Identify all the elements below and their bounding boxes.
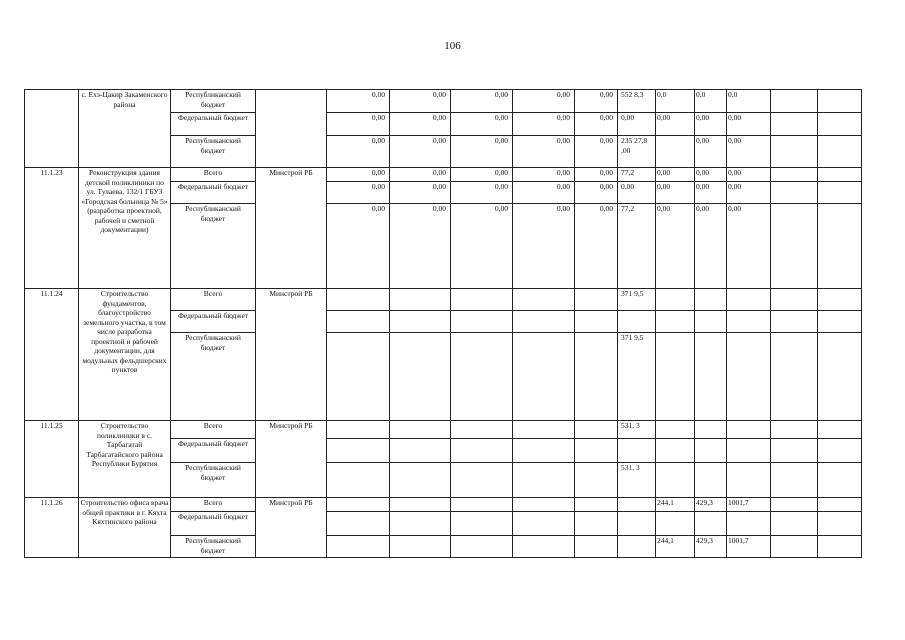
year-value-cell xyxy=(451,289,513,311)
year-value-cell xyxy=(513,536,575,558)
year-value-cell xyxy=(390,498,451,512)
executor-cell: Минстрой РБ xyxy=(256,421,327,498)
year-value-cell xyxy=(656,439,695,463)
funding-source-cell: Всего xyxy=(171,421,256,439)
year-value-cell xyxy=(618,311,656,333)
year-value-cell xyxy=(327,512,390,536)
year-value-cell xyxy=(818,182,862,204)
year-value-cell: 0,00 xyxy=(575,136,618,168)
year-value-cell xyxy=(771,498,818,512)
year-value-cell xyxy=(451,311,513,333)
year-value-cell: 429,3 xyxy=(695,498,727,512)
year-value-cell xyxy=(451,498,513,512)
table-row xyxy=(25,168,862,182)
year-value-cell: 0,00 xyxy=(727,136,771,168)
year-value-cell: 0,00 xyxy=(656,113,695,136)
year-value-cell: 0,00 xyxy=(390,182,451,204)
year-value-cell xyxy=(771,136,818,168)
funding-source-cell: Республиканский бюджет xyxy=(171,136,256,168)
year-value-cell xyxy=(451,512,513,536)
year-value-cell: 0,00 xyxy=(513,168,575,182)
year-value-cell xyxy=(390,463,451,498)
year-value-cell xyxy=(818,536,862,558)
year-value-cell xyxy=(618,498,656,512)
year-value-cell xyxy=(656,311,695,333)
year-value-cell xyxy=(818,333,862,421)
year-value-cell xyxy=(771,439,818,463)
year-value-cell xyxy=(656,136,695,168)
table-row xyxy=(25,498,862,512)
measure-number-cell: 11.1.26 xyxy=(25,498,79,558)
year-value-cell: 0,00 xyxy=(618,113,656,136)
executor-cell: Минстрой РБ xyxy=(256,498,327,558)
year-value-cell xyxy=(818,289,862,311)
year-value-cell xyxy=(771,289,818,311)
year-value-cell xyxy=(656,512,695,536)
funding-source-cell: Республиканский бюджет xyxy=(171,333,256,421)
year-value-cell: 0,00 xyxy=(451,204,513,289)
year-value-cell: 0,00 xyxy=(727,113,771,136)
year-value-cell xyxy=(818,463,862,498)
year-value-cell xyxy=(327,439,390,463)
year-value-cell xyxy=(727,463,771,498)
year-value-cell: 0,00 xyxy=(513,136,575,168)
year-value-cell: 0,00 xyxy=(727,204,771,289)
table-row xyxy=(25,421,862,439)
table-row xyxy=(25,90,862,113)
year-value-cell xyxy=(695,512,727,536)
year-value-cell xyxy=(513,311,575,333)
year-value-cell xyxy=(513,512,575,536)
year-value-cell: 0,00 xyxy=(327,168,390,182)
funding-source-cell: Федеральный бюджет xyxy=(171,512,256,536)
year-value-cell xyxy=(695,289,727,311)
year-value-cell: 0,00 xyxy=(327,204,390,289)
year-value-cell xyxy=(727,333,771,421)
year-value-cell xyxy=(771,90,818,113)
measure-name-cell: Строительство офиса врача общей практики в г. Кяхта Кяхтинского района xyxy=(79,498,171,558)
funding-source-cell: Федеральный бюджет xyxy=(171,113,256,136)
year-value-cell: 0,00 xyxy=(727,168,771,182)
funding-source-cell: Республиканский бюджет xyxy=(171,90,256,113)
year-value-cell: 0,00 xyxy=(390,204,451,289)
year-value-cell: 371 9,5 xyxy=(618,289,656,311)
year-value-cell: 531, 3 xyxy=(618,463,656,498)
year-value-cell: 235 27,8 ,00 xyxy=(618,136,656,168)
year-value-cell xyxy=(818,136,862,168)
year-value-cell xyxy=(575,498,618,512)
year-value-cell xyxy=(818,204,862,289)
measure-number-cell: 11.1.23 xyxy=(25,168,79,289)
year-value-cell xyxy=(451,421,513,439)
funding-source-cell: Федеральный бюджет xyxy=(171,311,256,333)
year-value-cell: 0,00 xyxy=(695,136,727,168)
year-value-cell xyxy=(818,113,862,136)
year-value-cell xyxy=(390,536,451,558)
year-value-cell: 0,00 xyxy=(695,204,727,289)
year-value-cell xyxy=(327,333,390,421)
year-value-cell: 0,00 xyxy=(451,182,513,204)
year-value-cell xyxy=(771,168,818,182)
year-value-cell xyxy=(575,333,618,421)
year-value-cell xyxy=(327,311,390,333)
year-value-cell: 0,00 xyxy=(695,168,727,182)
year-value-cell: 0,00 xyxy=(695,113,727,136)
year-value-cell: 0,00 xyxy=(327,136,390,168)
year-value-cell xyxy=(327,421,390,439)
year-value-cell: 429,3 xyxy=(695,536,727,558)
year-value-cell xyxy=(513,498,575,512)
measure-number-cell: 11.1.24 xyxy=(25,289,79,421)
year-value-cell: 0,00 xyxy=(390,113,451,136)
funding-source-cell: Республиканский бюджет xyxy=(171,463,256,498)
year-value-cell xyxy=(727,311,771,333)
year-value-cell: 1001,7 xyxy=(727,536,771,558)
year-value-cell: 0,00 xyxy=(656,182,695,204)
year-value-cell xyxy=(818,439,862,463)
year-value-cell xyxy=(818,498,862,512)
year-value-cell: 0,00 xyxy=(618,182,656,204)
year-value-cell xyxy=(575,536,618,558)
funding-source-cell: Республиканский бюджет xyxy=(171,536,256,558)
funding-source-cell: Всего xyxy=(171,498,256,512)
year-value-cell xyxy=(695,311,727,333)
year-value-cell: 531, 3 xyxy=(618,421,656,439)
year-value-cell: 1001,7 xyxy=(727,498,771,512)
year-value-cell xyxy=(327,498,390,512)
year-value-cell xyxy=(513,333,575,421)
year-value-cell xyxy=(575,512,618,536)
funding-source-cell: Всего xyxy=(171,289,256,311)
year-value-cell xyxy=(327,536,390,558)
year-value-cell xyxy=(513,289,575,311)
year-value-cell xyxy=(656,289,695,311)
year-value-cell xyxy=(575,463,618,498)
year-value-cell xyxy=(327,289,390,311)
year-value-cell xyxy=(451,333,513,421)
year-value-cell xyxy=(727,421,771,439)
year-value-cell xyxy=(695,463,727,498)
year-value-cell: 0,00 xyxy=(513,204,575,289)
year-value-cell xyxy=(451,439,513,463)
year-value-cell xyxy=(771,333,818,421)
year-value-cell xyxy=(771,463,818,498)
funding-source-cell: Федеральный бюджет xyxy=(171,439,256,463)
year-value-cell: 0,0 xyxy=(695,90,727,113)
year-value-cell xyxy=(513,421,575,439)
year-value-cell: 77,2 xyxy=(618,168,656,182)
year-value-cell: 0,00 xyxy=(575,182,618,204)
year-value-cell: 0,00 xyxy=(451,90,513,113)
year-value-cell: 0,00 xyxy=(327,90,390,113)
year-value-cell: 0,00 xyxy=(390,90,451,113)
page-number: 106 xyxy=(444,40,461,52)
year-value-cell: 0,00 xyxy=(695,182,727,204)
year-value-cell xyxy=(771,512,818,536)
year-value-cell xyxy=(771,182,818,204)
funding-source-cell: Всего xyxy=(171,168,256,182)
year-value-cell: 0,00 xyxy=(327,113,390,136)
year-value-cell xyxy=(818,421,862,439)
year-value-cell xyxy=(451,463,513,498)
year-value-cell: 0,00 xyxy=(390,136,451,168)
year-value-cell xyxy=(513,439,575,463)
year-value-cell: 0,00 xyxy=(327,182,390,204)
year-value-cell xyxy=(513,463,575,498)
year-value-cell: 0,00 xyxy=(656,168,695,182)
year-value-cell: 244,1 xyxy=(656,498,695,512)
executor-cell: Минстрой РБ xyxy=(256,168,327,289)
measure-number-cell xyxy=(25,90,79,168)
year-value-cell xyxy=(575,311,618,333)
measure-name-cell: Строительство фундаментов, благоустройство земельного участка, в том числе разработка проектной и рабочей документации, для модульных фельдшерских пунктов xyxy=(79,289,171,421)
funding-source-cell: Республиканский бюджет xyxy=(171,204,256,289)
year-value-cell: 371 9,5 xyxy=(618,333,656,421)
year-value-cell: 0,00 xyxy=(451,168,513,182)
year-value-cell: 0,00 xyxy=(575,204,618,289)
executor-cell: Минстрой РБ xyxy=(256,289,327,421)
year-value-cell xyxy=(656,421,695,439)
year-value-cell xyxy=(390,439,451,463)
year-value-cell xyxy=(390,512,451,536)
year-value-cell xyxy=(575,289,618,311)
year-value-cell xyxy=(818,311,862,333)
table-body xyxy=(25,90,862,558)
year-value-cell xyxy=(771,113,818,136)
measure-number-cell: 11.1.25 xyxy=(25,421,79,498)
year-value-cell xyxy=(727,439,771,463)
measure-name-cell: с. Ехэ-Цакир Закаменского района xyxy=(79,90,171,168)
budget-table xyxy=(24,89,862,558)
year-value-cell xyxy=(771,311,818,333)
year-value-cell: 552 8,3 xyxy=(618,90,656,113)
measure-name-cell: Строительство поликлиники в с. Тарбагатай Тарбагатайского района Республики Бурятия xyxy=(79,421,171,498)
year-value-cell: 0,0 xyxy=(656,90,695,113)
executor-cell xyxy=(256,90,327,168)
year-value-cell xyxy=(575,439,618,463)
year-value-cell xyxy=(327,463,390,498)
year-value-cell: 0,00 xyxy=(451,113,513,136)
year-value-cell xyxy=(727,289,771,311)
year-value-cell xyxy=(727,512,771,536)
year-value-cell xyxy=(656,463,695,498)
year-value-cell xyxy=(818,512,862,536)
year-value-cell: 0,00 xyxy=(575,113,618,136)
year-value-cell xyxy=(618,439,656,463)
year-value-cell: 0,0 xyxy=(727,90,771,113)
year-value-cell: 0,00 xyxy=(575,168,618,182)
year-value-cell xyxy=(575,421,618,439)
year-value-cell xyxy=(390,289,451,311)
year-value-cell: 0,00 xyxy=(656,204,695,289)
year-value-cell: 244,1 xyxy=(656,536,695,558)
year-value-cell: 77,2 xyxy=(618,204,656,289)
year-value-cell xyxy=(771,204,818,289)
year-value-cell: 0,00 xyxy=(513,90,575,113)
year-value-cell xyxy=(390,333,451,421)
year-value-cell xyxy=(390,311,451,333)
year-value-cell xyxy=(695,421,727,439)
measure-name-cell: Реконструкция здания детской поликлиники по ул. Тулаева, 132/1 ГБУЗ «Городская больница № 5» (разработка проектной, рабочей и сметной документации) xyxy=(79,168,171,289)
funding-source-cell: Федеральный бюджет xyxy=(171,182,256,204)
year-value-cell xyxy=(618,512,656,536)
year-value-cell xyxy=(656,333,695,421)
year-value-cell xyxy=(695,439,727,463)
year-value-cell xyxy=(390,421,451,439)
year-value-cell xyxy=(771,421,818,439)
year-value-cell xyxy=(618,536,656,558)
year-value-cell: 0,00 xyxy=(575,90,618,113)
year-value-cell xyxy=(695,333,727,421)
year-value-cell: 0,00 xyxy=(513,113,575,136)
year-value-cell xyxy=(818,168,862,182)
year-value-cell: 0,00 xyxy=(390,168,451,182)
year-value-cell xyxy=(818,90,862,113)
year-value-cell: 0,00 xyxy=(451,136,513,168)
table-row xyxy=(25,289,862,311)
year-value-cell: 0,00 xyxy=(513,182,575,204)
year-value-cell: 0,00 xyxy=(727,182,771,204)
year-value-cell xyxy=(451,536,513,558)
year-value-cell xyxy=(771,536,818,558)
